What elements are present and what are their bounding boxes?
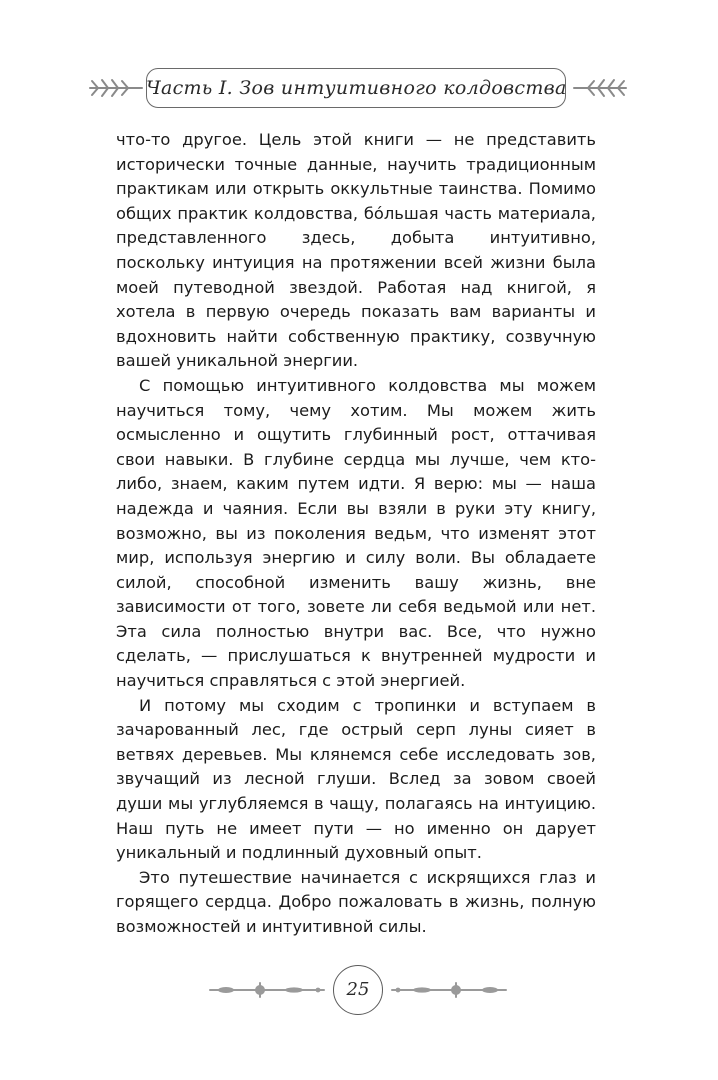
chapter-title: Часть I. Зов интуитивного колдовства [146, 77, 567, 99]
sprig-icon [572, 75, 628, 101]
vine-ornament-icon [390, 982, 508, 998]
paragraph-3: И потому мы сходим с тропинки и вступаем в зачарованный лес, где острый серп луны сияет в ветвях деревьев. Мы клянемся себе исследовать зов, звучащий из лесной глуши. Вслед за зовом своей души мы углубляемся в чащу, полагаясь на интуицию. Наш путь не имеет пути — но именно он дарует уникальный и подлинный духовный опыт. [116, 695, 596, 863]
page-footer [208, 965, 508, 1017]
vine-ornament-icon [208, 982, 326, 998]
paragraph-1: что-то другое. Цель этой книги — не представить исторически точные данные, научить традиционным практикам или открыть оккультные таинства. Помимо общих практик колдовства, бóльшая часть материала, представленного здесь, добыта интуитивно, поскольку интуиция на протяжении всей жизни была моей путеводной звездой. Работая над книгой, я хотела в первую очередь показать вам варианты и вдохновить найти собственную практику, созвучную вашей уникальной энергии. [116, 130, 596, 371]
running-header [88, 62, 628, 116]
paragraph-4: Это путешествие начинается с искрящихся глаз и горящего сердца. Добро пожаловать в жизнь, полную возможностей и интуитивной силы. [116, 867, 596, 936]
page-body [116, 128, 596, 940]
paragraph-2: С помощью интуитивного колдовства мы можем научиться тому, чему хотим. Мы можем жить осмысленно и ощутить глубинный рост, оттачивая свои навыки. В глубине сердца мы лучше, чем кто-либо, знаем, каким путем идти. Я верю: мы — наша надежда и чаяния. Если вы взяли в руки эту книгу, возможно, вы из поколения ведьм, что изменят этот мир, используя энергию и силу воли. Вы обладаете силой, способной изменить вашу жизнь, вне зависимости от того, зовете ли себя ведьмой или нет. Эта сила полностью внутри вас. Все, что нужно сделать, — прислушаться к внутренней мудрости и научиться справляться с этой энергией. [116, 375, 596, 691]
sprig-icon [88, 75, 144, 101]
page-number: 25 [346, 979, 370, 1000]
